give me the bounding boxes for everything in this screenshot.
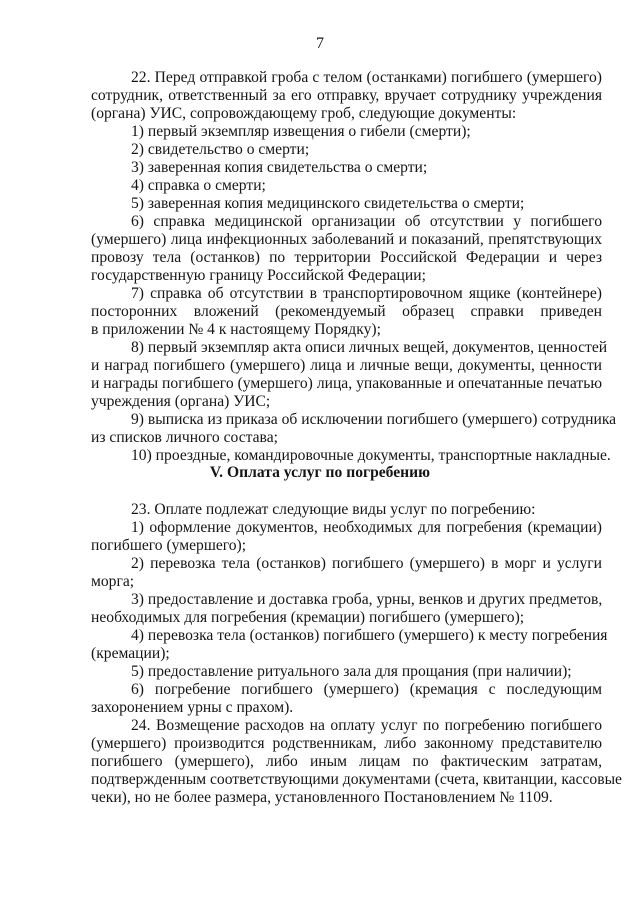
- text-line: и награды погибшего (умершего) лица, упакованные и опечатанные печатью: [91, 375, 602, 392]
- text-line: 1) оформление документов, необходимых для погребения (кремации): [131, 519, 602, 536]
- text-line: 10) проездные, командировочные документы, транспортные накладные.: [131, 447, 611, 464]
- text-line: 24. Возмещение расходов на оплату услуг по погребению погибшего: [131, 717, 602, 734]
- page-number: 7: [316, 35, 324, 52]
- text-line: из списков личного состава;: [91, 429, 278, 446]
- text-line: и наград погибшего (умершего) лица и личные вещи, документы, ценности: [91, 357, 602, 374]
- text-line: 5) предоставление ритуального зала для прощания (при наличии);: [131, 663, 572, 680]
- text-line: 4) перевозка тела (останков) погибшего (умершего) к месту погребения: [131, 627, 608, 644]
- text-line: погибшего (умершего);: [91, 537, 247, 554]
- text-line: в приложении № 4 к настоящему Порядку);: [91, 321, 381, 338]
- text-line: 3) заверенная копия свидетельства о смерти;: [131, 159, 428, 176]
- text-line: морга;: [91, 573, 135, 590]
- text-line: государственную границу Российской Федерации;: [91, 267, 426, 284]
- text-line: 9) выписка из приказа об исключении погибшего (умершего) сотрудника: [131, 411, 617, 428]
- text-line: необходимых для погребения (кремации) погибшего (умершего);: [91, 609, 525, 626]
- text-line: 7) справка об отсутствии в транспортировочном ящике (контейнере): [131, 285, 602, 302]
- text-line: (кремации);: [91, 645, 170, 662]
- text-line: 6) погребение погибшего (умершего) (кремация с последующим: [131, 681, 602, 698]
- text-line: 6) справка медицинской организации об отсутствии у погибшего: [131, 213, 602, 230]
- text-line: 2) свидетельство о смерти;: [131, 141, 310, 158]
- text-line: 8) первый экземпляр акта описи личных вещей, документов, ценностей: [131, 339, 608, 356]
- text-line: 22. Перед отправкой гроба с телом (останками) погибшего (умершего): [131, 69, 602, 86]
- text-line: 1) первый экземпляр извещения о гибели (смерти);: [131, 123, 471, 140]
- paragraph-23-24-block: [91, 501, 622, 807]
- text-line: 5) заверенная копия медицинского свидетельства о смерти;: [131, 195, 525, 212]
- text-line: (органа) УИС, сопровождающему гроб, следующие документы:: [91, 105, 517, 122]
- text-line: 3) предоставление и доставка гроба, урны, венков и других предметов,: [131, 591, 603, 608]
- section-heading: V. Оплата услуг по погребению: [209, 464, 431, 481]
- text-line: (умершего) лица инфекционных заболеваний и показаний, препятствующих: [91, 231, 602, 248]
- text-line: чеки), но не более размера, установленного Постановлением № 1109.: [91, 789, 553, 806]
- text-line: 4) справка о смерти;: [131, 177, 266, 194]
- text-line: подтвержденным соответствующими документами (счета, квитанции, кассовые: [91, 771, 622, 788]
- text-line: (умершего) производится родственникам, либо законному представителю: [91, 735, 602, 752]
- paragraph-22-block: [91, 69, 617, 465]
- text-line: 23. Оплате подлежат следующие виды услуг по погребению:: [131, 501, 536, 518]
- text-line: посторонних вложений (рекомендуемый образец справки приведен: [91, 303, 602, 320]
- text-line: 2) перевозка тела (останков) погибшего (умершего) в морг и услуги: [131, 555, 602, 572]
- text-line: захоронением урны с прахом).: [91, 699, 294, 716]
- text-line: учреждения (органа) УИС;: [91, 393, 271, 410]
- text-line: сотрудник, ответственный за его отправку, вручает сотруднику учреждения: [91, 87, 602, 104]
- text-line: погибшего (умершего), либо иным лицам по фактическим затратам,: [91, 753, 602, 770]
- text-line: провозу тела (останков) по территории Российской Федерации и через: [91, 249, 602, 266]
